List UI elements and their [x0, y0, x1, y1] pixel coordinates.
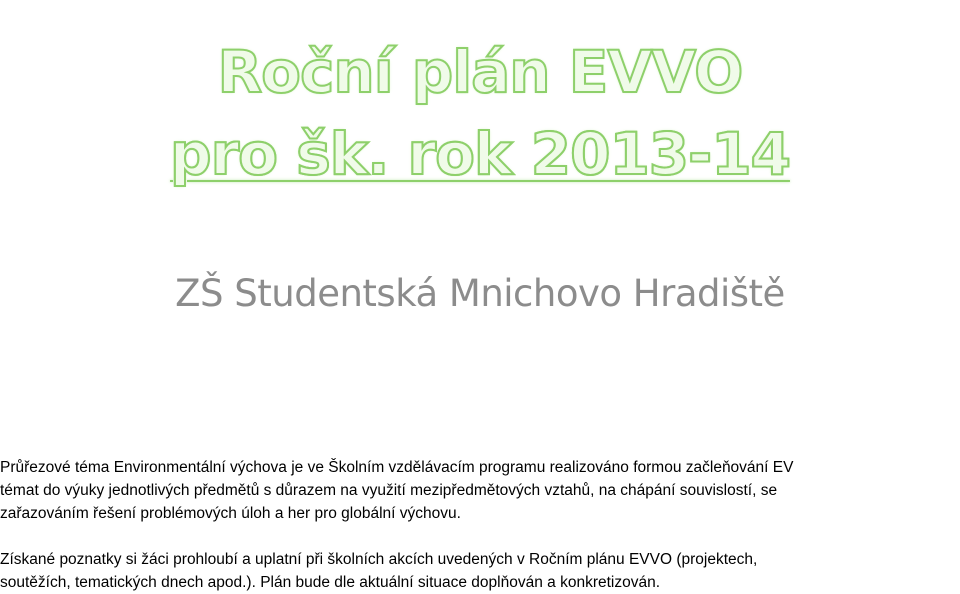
paragraph-1-line-3: zařazováním řešení problémových úloh a her pro globální výchovu. — [0, 505, 461, 522]
paragraph-2-line-1: Získané poznatky si žáci prohloubí a uplatní při školních akcích uvedených v Ročním plánu EVVO (projektech, — [0, 551, 758, 568]
school-name: ZŠ Studentská Mnichovo Hradiště — [175, 272, 785, 315]
paragraph-2 — [0, 548, 960, 594]
document-title-line-1 — [0, 37, 960, 106]
document-title-line-2 — [0, 119, 960, 188]
title-text-2: pro šk. rok 2013-14 — [170, 119, 790, 188]
paragraph-2-line-2: soutěžích, tematických dnech apod.). Plán bude dle aktuální situace doplňován a konkretizován. — [0, 574, 661, 591]
title-text-1: Roční plán EVVO — [217, 37, 743, 106]
paragraph-1 — [0, 456, 960, 525]
paragraph-1-line-1: Průřezové téma Environmentální výchova je ve Školním vzdělávacím programu realizováno formou začleňování EV — [0, 459, 794, 476]
paragraph-1-line-2: témat do výuky jednotlivých předmětů s důrazem na využití mezipředmětových vztahů, na chápání souvislostí, se — [0, 482, 778, 499]
